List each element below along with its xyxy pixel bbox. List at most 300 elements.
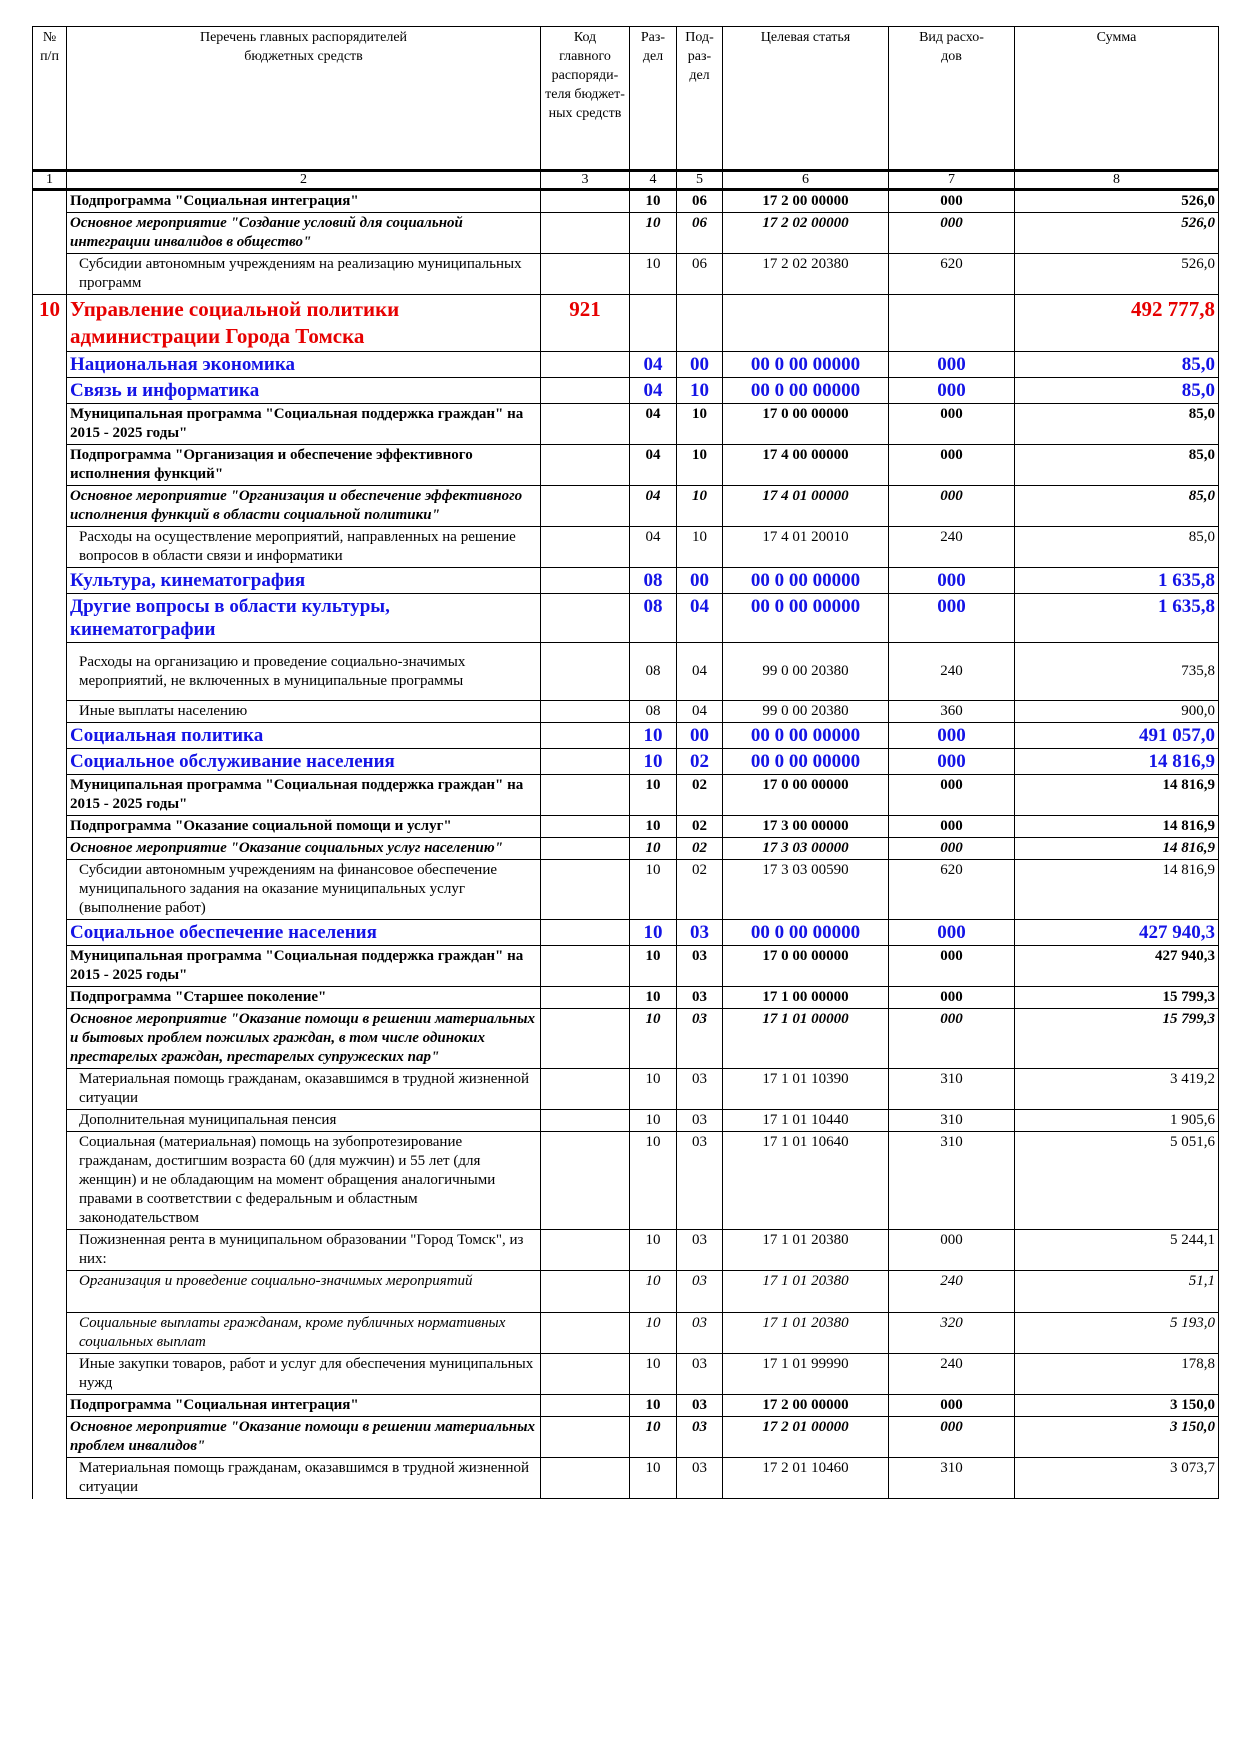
- table-row: [33, 920, 1219, 946]
- table-row: [33, 594, 1219, 643]
- amount-value: 735,8: [1015, 643, 1219, 701]
- row-name: Материальная помощь гражданам, оказавшимся в трудной жизненной ситуации: [67, 1458, 541, 1499]
- expense-type-code: 310: [889, 1132, 1015, 1230]
- column-number: 4: [630, 171, 677, 190]
- target-item-code: 99 0 00 20380: [723, 643, 889, 701]
- amount-value: 14 816,9: [1015, 775, 1219, 816]
- target-item-code: 17 1 01 10390: [723, 1069, 889, 1110]
- expense-type-code: 000: [889, 1230, 1015, 1271]
- distributor-code: [541, 723, 630, 749]
- table-row: [33, 254, 1219, 295]
- expense-type-code: 000: [889, 920, 1015, 946]
- target-item-code: 17 1 01 20380: [723, 1271, 889, 1313]
- distributor-code: [541, 946, 630, 987]
- target-item-code: 00 0 00 00000: [723, 352, 889, 378]
- amount-value: 85,0: [1015, 486, 1219, 527]
- row-name: Подпрограмма "Организация и обеспечение эффективного исполнения функций": [67, 445, 541, 486]
- target-item-code: 17 3 00 00000: [723, 816, 889, 838]
- row-number: [33, 860, 67, 920]
- row-number: [33, 190, 67, 213]
- row-name: Расходы на организацию и проведение социально-значимых мероприятий, не включенных в муниципальные программы: [67, 643, 541, 701]
- row-name: Основное мероприятие "Создание условий для социальной интеграции инвалидов в общество": [67, 213, 541, 254]
- row-number: [33, 378, 67, 404]
- expense-type-code: 000: [889, 775, 1015, 816]
- amount-value: 491 057,0: [1015, 723, 1219, 749]
- table-row: [33, 1230, 1219, 1271]
- distributor-code: [541, 1271, 630, 1313]
- distributor-code: [541, 527, 630, 568]
- expense-type-code: 240: [889, 1271, 1015, 1313]
- target-item-code: 17 1 01 20380: [723, 1230, 889, 1271]
- column-number-row: [33, 171, 1219, 190]
- target-item-code: 00 0 00 00000: [723, 568, 889, 594]
- distributor-code: [541, 643, 630, 701]
- row-number: [33, 213, 67, 254]
- row-number: [33, 527, 67, 568]
- row-number: [33, 1354, 67, 1395]
- table-row: [33, 838, 1219, 860]
- row-number: [33, 1313, 67, 1354]
- target-item-code: 17 1 01 20380: [723, 1313, 889, 1354]
- section-code: 10: [630, 254, 677, 295]
- column-number: 2: [67, 171, 541, 190]
- row-name: Социальная политика: [67, 723, 541, 749]
- section-code: 10: [630, 1354, 677, 1395]
- expense-type-code: 000: [889, 1395, 1015, 1417]
- distributor-code: [541, 378, 630, 404]
- target-item-code: 00 0 00 00000: [723, 749, 889, 775]
- row-name: Социальное обеспечение населения: [67, 920, 541, 946]
- expense-type-code: 310: [889, 1110, 1015, 1132]
- section-code: 10: [630, 190, 677, 213]
- subsection-code: 03: [677, 920, 723, 946]
- amount-value: 51,1: [1015, 1271, 1219, 1313]
- amount-value: 178,8: [1015, 1354, 1219, 1395]
- target-item-code: 17 0 00 00000: [723, 404, 889, 445]
- amount-value: 3 419,2: [1015, 1069, 1219, 1110]
- section-code: 10: [630, 1069, 677, 1110]
- distributor-code: [541, 775, 630, 816]
- distributor-code: [541, 816, 630, 838]
- expense-type-code: 000: [889, 749, 1015, 775]
- distributor-code: [541, 1110, 630, 1132]
- distributor-code: [541, 1313, 630, 1354]
- row-name: Иные выплаты населению: [67, 701, 541, 723]
- distributor-code: [541, 920, 630, 946]
- table-row: [33, 643, 1219, 701]
- row-name: Подпрограмма "Социальная интеграция": [67, 190, 541, 213]
- table-row: [33, 946, 1219, 987]
- column-number: 7: [889, 171, 1015, 190]
- table-row: [33, 568, 1219, 594]
- distributor-code: [541, 213, 630, 254]
- row-name: Подпрограмма "Социальная интеграция": [67, 1395, 541, 1417]
- subsection-code: 00: [677, 723, 723, 749]
- subsection-code: 03: [677, 987, 723, 1009]
- target-item-code: 17 1 01 10640: [723, 1132, 889, 1230]
- subsection-code: 02: [677, 749, 723, 775]
- table-row: [33, 1069, 1219, 1110]
- amount-value: 3 073,7: [1015, 1458, 1219, 1499]
- subsection-code: 02: [677, 775, 723, 816]
- section-code: 08: [630, 643, 677, 701]
- column-number: 5: [677, 171, 723, 190]
- row-number: [33, 920, 67, 946]
- row-name: Расходы на осуществление мероприятий, направленных на решение вопросов в области связи и информатики: [67, 527, 541, 568]
- table-row: [33, 378, 1219, 404]
- row-name: Материальная помощь гражданам, оказавшимся в трудной жизненной ситуации: [67, 1069, 541, 1110]
- table-row: [33, 190, 1219, 213]
- row-number: [33, 816, 67, 838]
- target-item-code: 17 3 03 00590: [723, 860, 889, 920]
- row-name: Субсидии автономным учреждениям на финансовое обеспечение муниципального задания на оказание муниципальных услуг (выполнение работ): [67, 860, 541, 920]
- target-item-code: 17 4 01 20010: [723, 527, 889, 568]
- row-number: [33, 1395, 67, 1417]
- row-name: Национальная экономика: [67, 352, 541, 378]
- row-name: Основное мероприятие "Оказание помощи в решении материальных проблем инвалидов": [67, 1417, 541, 1458]
- expense-type-code: 000: [889, 378, 1015, 404]
- target-item-code: 17 4 01 00000: [723, 486, 889, 527]
- target-item-code: 17 2 02 00000: [723, 213, 889, 254]
- row-number: [33, 643, 67, 701]
- target-item-code: 17 2 01 10460: [723, 1458, 889, 1499]
- distributor-code: [541, 838, 630, 860]
- expense-type-code: 000: [889, 987, 1015, 1009]
- row-name: Управление социальной политики администрации Города Томска: [67, 295, 541, 352]
- target-item-code: 17 1 00 00000: [723, 987, 889, 1009]
- header-expense-type: Вид расхо- дов: [889, 27, 1015, 171]
- row-name: Пожизненная рента в муниципальном образовании "Город Томск", из них:: [67, 1230, 541, 1271]
- subsection-code: 03: [677, 1354, 723, 1395]
- distributor-code: [541, 594, 630, 643]
- amount-value: 5 244,1: [1015, 1230, 1219, 1271]
- target-item-code: 17 2 02 20380: [723, 254, 889, 295]
- amount-value: 1 905,6: [1015, 1110, 1219, 1132]
- subsection-code: 03: [677, 1069, 723, 1110]
- target-item-code: 17 2 01 00000: [723, 1417, 889, 1458]
- subsection-code: 06: [677, 213, 723, 254]
- subsection-code: 03: [677, 1313, 723, 1354]
- expense-type-code: 000: [889, 445, 1015, 486]
- subsection-code: 10: [677, 527, 723, 568]
- section-code: 10: [630, 816, 677, 838]
- expense-type-code: 240: [889, 527, 1015, 568]
- row-number: [33, 1069, 67, 1110]
- table-row: [33, 295, 1219, 352]
- row-number: [33, 749, 67, 775]
- expense-type-code: 000: [889, 190, 1015, 213]
- subsection-code: 03: [677, 1132, 723, 1230]
- subsection-code: 03: [677, 1417, 723, 1458]
- subsection-code: 02: [677, 838, 723, 860]
- section-code: 10: [630, 1395, 677, 1417]
- expense-type-code: 240: [889, 643, 1015, 701]
- distributor-code: [541, 445, 630, 486]
- table-row: [33, 987, 1219, 1009]
- row-number: 10: [33, 295, 67, 352]
- header-distributor-list: Перечень главных распорядителей бюджетных средств: [67, 27, 541, 171]
- section-code: 10: [630, 1230, 677, 1271]
- subsection-code: 10: [677, 445, 723, 486]
- section-code: 04: [630, 404, 677, 445]
- distributor-code: [541, 1069, 630, 1110]
- amount-value: 85,0: [1015, 445, 1219, 486]
- subsection-code: 10: [677, 486, 723, 527]
- section-code: 10: [630, 920, 677, 946]
- table-row: [33, 213, 1219, 254]
- subsection-code: [677, 295, 723, 352]
- distributor-code: [541, 1132, 630, 1230]
- row-name: Культура, кинематография: [67, 568, 541, 594]
- row-number: [33, 1417, 67, 1458]
- subsection-code: 03: [677, 1110, 723, 1132]
- row-number: [33, 254, 67, 295]
- table-header-row: [33, 27, 1219, 171]
- row-name: Другие вопросы в области культуры, кинематографии: [67, 594, 541, 643]
- expense-type-code: 310: [889, 1458, 1015, 1499]
- expense-type-code: 240: [889, 1354, 1015, 1395]
- target-item-code: 00 0 00 00000: [723, 723, 889, 749]
- row-name: Субсидии автономным учреждениям на реализацию муниципальных программ: [67, 254, 541, 295]
- row-number: [33, 404, 67, 445]
- subsection-code: 03: [677, 946, 723, 987]
- section-code: 10: [630, 749, 677, 775]
- expense-type-code: 000: [889, 213, 1015, 254]
- expense-type-code: 000: [889, 838, 1015, 860]
- distributor-code: [541, 1354, 630, 1395]
- subsection-code: 04: [677, 594, 723, 643]
- amount-value: 526,0: [1015, 254, 1219, 295]
- expense-type-code: [889, 295, 1015, 352]
- distributor-code: [541, 1417, 630, 1458]
- row-name: Подпрограмма "Старшее поколение": [67, 987, 541, 1009]
- table-row: [33, 1417, 1219, 1458]
- amount-value: 15 799,3: [1015, 987, 1219, 1009]
- section-code: 04: [630, 527, 677, 568]
- section-code: 04: [630, 445, 677, 486]
- row-name: Муниципальная программа "Социальная поддержка граждан" на 2015 - 2025 годы": [67, 775, 541, 816]
- section-code: 04: [630, 486, 677, 527]
- subsection-code: 00: [677, 352, 723, 378]
- section-code: 10: [630, 1110, 677, 1132]
- row-name: Основное мероприятие "Оказание социальных услуг населению": [67, 838, 541, 860]
- expense-type-code: 000: [889, 1009, 1015, 1069]
- target-item-code: 00 0 00 00000: [723, 920, 889, 946]
- expense-type-code: 000: [889, 946, 1015, 987]
- row-number: [33, 701, 67, 723]
- row-number: [33, 1230, 67, 1271]
- table-row: [33, 1110, 1219, 1132]
- subsection-code: 03: [677, 1009, 723, 1069]
- table-row: [33, 860, 1219, 920]
- subsection-code: 03: [677, 1458, 723, 1499]
- subsection-code: 03: [677, 1395, 723, 1417]
- table-row: [33, 1313, 1219, 1354]
- distributor-code: [541, 486, 630, 527]
- amount-value: 15 799,3: [1015, 1009, 1219, 1069]
- table-row: [33, 723, 1219, 749]
- distributor-code: [541, 701, 630, 723]
- row-name: Основное мероприятие "Организация и обеспечение эффективного исполнения функций в области социальной политики": [67, 486, 541, 527]
- amount-value: 5 193,0: [1015, 1313, 1219, 1354]
- expense-type-code: 000: [889, 404, 1015, 445]
- amount-value: 427 940,3: [1015, 920, 1219, 946]
- subsection-code: 04: [677, 643, 723, 701]
- row-number: [33, 568, 67, 594]
- section-code: 10: [630, 860, 677, 920]
- distributor-code: [541, 1395, 630, 1417]
- amount-value: 1 635,8: [1015, 568, 1219, 594]
- distributor-code: [541, 860, 630, 920]
- expense-type-code: 320: [889, 1313, 1015, 1354]
- target-item-code: 17 1 01 10440: [723, 1110, 889, 1132]
- amount-value: 14 816,9: [1015, 749, 1219, 775]
- distributor-code: [541, 568, 630, 594]
- section-code: 04: [630, 352, 677, 378]
- row-number: [33, 1458, 67, 1499]
- subsection-code: 03: [677, 1230, 723, 1271]
- distributor-code: [541, 352, 630, 378]
- table-row: [33, 486, 1219, 527]
- target-item-code: 00 0 00 00000: [723, 378, 889, 404]
- row-name: Муниципальная программа "Социальная поддержка граждан" на 2015 - 2025 годы": [67, 404, 541, 445]
- table-row: [33, 352, 1219, 378]
- table-row: [33, 404, 1219, 445]
- row-name: Муниципальная программа "Социальная поддержка граждан" на 2015 - 2025 годы": [67, 946, 541, 987]
- amount-value: 427 940,3: [1015, 946, 1219, 987]
- subsection-code: 06: [677, 254, 723, 295]
- section-code: 08: [630, 568, 677, 594]
- amount-value: 14 816,9: [1015, 838, 1219, 860]
- table-row: [33, 816, 1219, 838]
- distributor-code: [541, 749, 630, 775]
- section-code: 10: [630, 987, 677, 1009]
- row-number: [33, 838, 67, 860]
- table-row: [33, 749, 1219, 775]
- section-code: 10: [630, 1009, 677, 1069]
- column-number: 3: [541, 171, 630, 190]
- row-name: Связь и информатика: [67, 378, 541, 404]
- section-code: 10: [630, 1313, 677, 1354]
- table-row: [33, 775, 1219, 816]
- section-code: 10: [630, 1132, 677, 1230]
- subsection-code: 00: [677, 568, 723, 594]
- row-number: [33, 594, 67, 643]
- column-number: 1: [33, 171, 67, 190]
- distributor-code: [541, 404, 630, 445]
- row-number: [33, 1271, 67, 1313]
- target-item-code: 17 1 01 00000: [723, 1009, 889, 1069]
- section-code: 10: [630, 838, 677, 860]
- section-code: 10: [630, 1271, 677, 1313]
- table-row: [33, 527, 1219, 568]
- budget-table: [32, 26, 1219, 1499]
- amount-value: 14 816,9: [1015, 860, 1219, 920]
- expense-type-code: 000: [889, 816, 1015, 838]
- header-target-item: Целевая статья: [723, 27, 889, 171]
- amount-value: 14 816,9: [1015, 816, 1219, 838]
- expense-type-code: 000: [889, 723, 1015, 749]
- subsection-code: 03: [677, 1271, 723, 1313]
- amount-value: 1 635,8: [1015, 594, 1219, 643]
- target-item-code: 17 3 03 00000: [723, 838, 889, 860]
- expense-type-code: 310: [889, 1069, 1015, 1110]
- distributor-code: [541, 987, 630, 1009]
- table-row: [33, 1271, 1219, 1313]
- target-item-code: 17 0 00 00000: [723, 775, 889, 816]
- expense-type-code: 000: [889, 568, 1015, 594]
- row-number: [33, 445, 67, 486]
- expense-type-code: 620: [889, 860, 1015, 920]
- header-amount: Сумма: [1015, 27, 1219, 171]
- section-code: [630, 295, 677, 352]
- row-number: [33, 775, 67, 816]
- section-code: 10: [630, 1417, 677, 1458]
- row-name: Социальное обслуживание населения: [67, 749, 541, 775]
- header-number: № п/п: [33, 27, 67, 171]
- section-code: 10: [630, 946, 677, 987]
- amount-value: 85,0: [1015, 527, 1219, 568]
- subsection-code: 02: [677, 816, 723, 838]
- row-number: [33, 723, 67, 749]
- header-section: Раз- дел: [630, 27, 677, 171]
- expense-type-code: 000: [889, 594, 1015, 643]
- row-number: [33, 486, 67, 527]
- column-number: 8: [1015, 171, 1219, 190]
- amount-value: 85,0: [1015, 352, 1219, 378]
- row-number: [33, 1110, 67, 1132]
- target-item-code: 17 2 00 00000: [723, 190, 889, 213]
- amount-value: 5 051,6: [1015, 1132, 1219, 1230]
- expense-type-code: 360: [889, 701, 1015, 723]
- target-item-code: 00 0 00 00000: [723, 594, 889, 643]
- table-row: [33, 701, 1219, 723]
- header-distributor-code: Код главного распоряди- теля бюджет- ных средств: [541, 27, 630, 171]
- section-code: 10: [630, 213, 677, 254]
- subsection-code: 02: [677, 860, 723, 920]
- table-row: [33, 1395, 1219, 1417]
- amount-value: 3 150,0: [1015, 1417, 1219, 1458]
- row-name: Подпрограмма "Оказание социальной помощи и услуг": [67, 816, 541, 838]
- amount-value: 526,0: [1015, 190, 1219, 213]
- subsection-code: 06: [677, 190, 723, 213]
- section-code: 10: [630, 1458, 677, 1499]
- budget-page: [32, 26, 1218, 1499]
- amount-value: 85,0: [1015, 404, 1219, 445]
- row-name: Социальная (материальная) помощь на зубопротезирование гражданам, достигшим возраста 60 (для мужчин) и 55 лет (для женщин) и не обладающим на момент обращения аналогичными правами в соответствии с федеральным и областным законодательством: [67, 1132, 541, 1230]
- target-item-code: 17 0 00 00000: [723, 946, 889, 987]
- table-row: [33, 1458, 1219, 1499]
- section-code: 04: [630, 378, 677, 404]
- row-number: [33, 946, 67, 987]
- section-code: 10: [630, 775, 677, 816]
- subsection-code: 10: [677, 378, 723, 404]
- row-name: Организация и проведение социально-значимых мероприятий: [67, 1271, 541, 1313]
- section-code: 08: [630, 594, 677, 643]
- expense-type-code: 000: [889, 486, 1015, 527]
- section-code: 08: [630, 701, 677, 723]
- row-number: [33, 352, 67, 378]
- section-code: 10: [630, 723, 677, 749]
- header-subsection: Под- раз- дел: [677, 27, 723, 171]
- amount-value: 526,0: [1015, 213, 1219, 254]
- target-item-code: 17 4 00 00000: [723, 445, 889, 486]
- row-number: [33, 1009, 67, 1069]
- target-item-code: [723, 295, 889, 352]
- table-row: [33, 1132, 1219, 1230]
- expense-type-code: 000: [889, 1417, 1015, 1458]
- amount-value: 492 777,8: [1015, 295, 1219, 352]
